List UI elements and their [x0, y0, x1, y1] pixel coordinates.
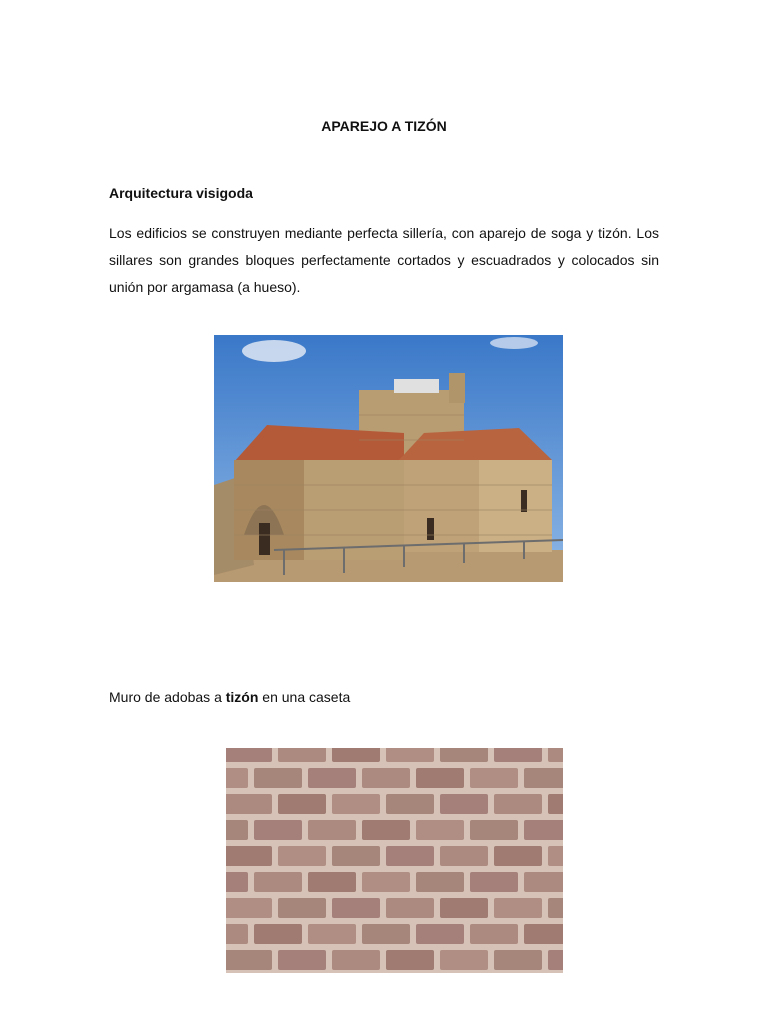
adobe-brick — [470, 872, 518, 892]
adobe-brick — [548, 950, 563, 970]
adobe-brick — [308, 768, 356, 788]
adobe-wall-photo — [226, 748, 563, 973]
adobe-brick — [548, 898, 563, 918]
caption-text-before: Muro de adobas a — [109, 689, 226, 705]
adobe-brick — [308, 820, 356, 840]
visigothic-church-photo — [214, 335, 563, 582]
adobe-brick — [494, 794, 542, 814]
adobe-brick — [226, 950, 272, 970]
adobe-brick — [524, 872, 563, 892]
adobe-brick — [386, 898, 434, 918]
adobe-brick — [470, 768, 518, 788]
adobe-brick — [440, 748, 488, 762]
adobe-brick — [548, 846, 563, 866]
adobe-brick — [226, 872, 248, 892]
adobe-brick — [416, 872, 464, 892]
adobe-brick — [278, 846, 326, 866]
caption-text-after: en una caseta — [258, 689, 351, 705]
adobe-brick — [278, 898, 326, 918]
adobe-brick — [524, 924, 563, 944]
adobe-brick — [416, 768, 464, 788]
adobe-brick — [226, 768, 248, 788]
adobe-brick — [548, 794, 563, 814]
adobe-brick — [362, 768, 410, 788]
adobe-brick — [254, 820, 302, 840]
adobe-brick — [416, 820, 464, 840]
adobe-brick — [332, 794, 380, 814]
adobe-brick — [494, 748, 542, 762]
adobe-brick — [226, 794, 272, 814]
adobe-brick — [386, 794, 434, 814]
adobe-brick — [278, 950, 326, 970]
adobe-brick — [362, 820, 410, 840]
adobe-brick — [494, 950, 542, 970]
adobe-brick — [226, 898, 272, 918]
adobe-brick — [308, 924, 356, 944]
adobe-brick — [362, 872, 410, 892]
adobe-brick — [254, 768, 302, 788]
adobe-brick — [416, 924, 464, 944]
page-title: APAREJO A TIZÓN — [321, 118, 447, 134]
adobe-brick — [386, 950, 434, 970]
adobe-brick — [254, 924, 302, 944]
adobe-brick — [278, 794, 326, 814]
adobe-wall-caption — [109, 689, 350, 705]
adobe-brick — [440, 794, 488, 814]
adobe-brick — [254, 872, 302, 892]
adobe-brick — [494, 846, 542, 866]
section-heading: Arquitectura visigoda — [109, 185, 253, 201]
adobe-brick — [386, 846, 434, 866]
adobe-brick — [226, 820, 248, 840]
adobe-brick — [332, 846, 380, 866]
adobe-brick — [524, 820, 563, 840]
adobe-brick — [494, 898, 542, 918]
adobe-brick — [308, 872, 356, 892]
adobe-brick — [332, 898, 380, 918]
adobe-brick — [332, 950, 380, 970]
adobe-brick — [470, 924, 518, 944]
adobe-brick — [440, 898, 488, 918]
adobe-brick — [226, 748, 272, 762]
adobe-brick — [524, 768, 563, 788]
adobe-brick — [332, 748, 380, 762]
adobe-brick — [470, 820, 518, 840]
caption-bold-term: tizón — [225, 689, 259, 705]
adobe-brick — [362, 924, 410, 944]
adobe-brick — [548, 748, 563, 762]
adobe-brick — [278, 748, 326, 762]
adobe-brick — [440, 846, 488, 866]
adobe-brick — [226, 924, 248, 944]
adobe-brick — [440, 950, 488, 970]
adobe-brick — [226, 846, 272, 866]
body-paragraph: Los edificios se construyen mediante perfecta sillería, con aparejo de soga y tizón. Los sillares son grandes bloques perfectamente cortados y escuadrados y colocados sin unión por argamasa (a hueso). — [109, 225, 659, 295]
adobe-brick — [386, 748, 434, 762]
